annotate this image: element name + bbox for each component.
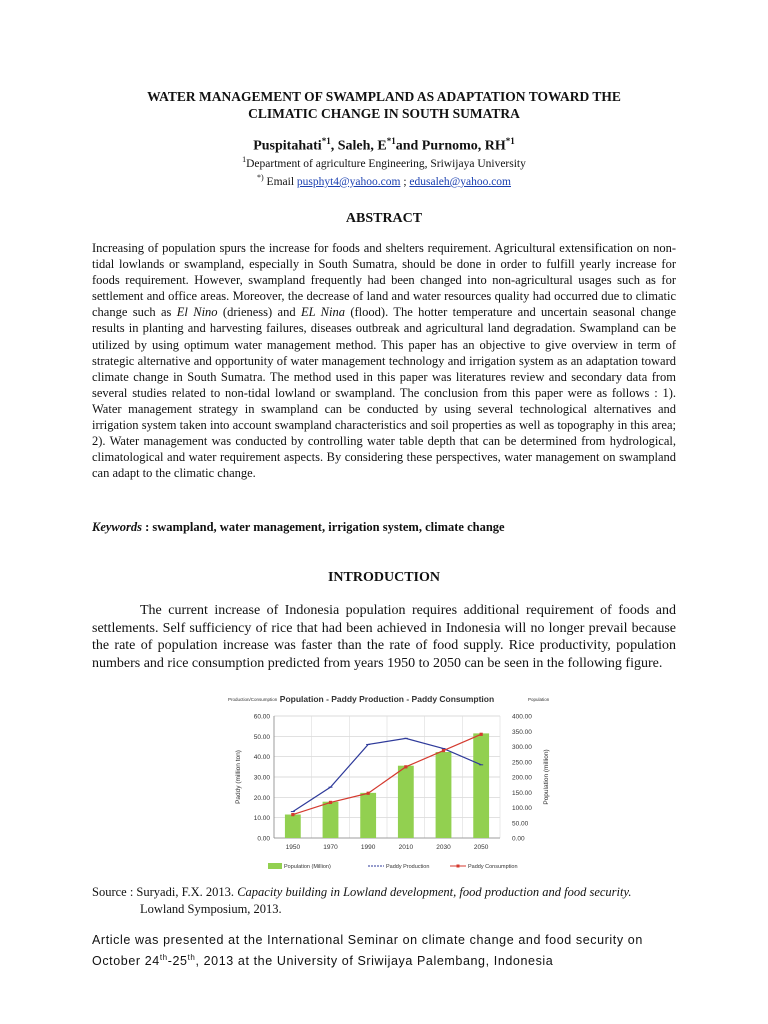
email-link-1[interactable]: pusphyt4@yahoo.com — [296, 175, 401, 188]
x-tick-label: 2010 — [398, 844, 414, 851]
legend-label: Paddy Production — [386, 864, 430, 870]
y-axis-title: Paddy (million ton) — [235, 750, 242, 804]
footer-sup: th — [187, 953, 196, 962]
series-point — [291, 813, 294, 816]
paper-title-line1: WATER MANAGEMENT OF SWAMPLAND AS ADAPTATION TOWARD THE — [147, 89, 621, 104]
chart-bar — [323, 802, 339, 838]
chart-bar — [436, 752, 452, 838]
author-mark: *1 — [321, 136, 331, 146]
y-tick-label: 10.00 — [253, 815, 270, 823]
chart-title: Population - Paddy Production - Paddy Consumption — [279, 694, 495, 704]
author-name: , Saleh, E — [330, 138, 387, 154]
chart-bar — [285, 815, 301, 838]
author-mark: *1 — [505, 136, 515, 146]
y-tick-label: 30.00 — [253, 774, 270, 782]
chart-bar — [398, 766, 414, 838]
figure-source — [92, 884, 676, 918]
footer-text: Article was presented at the International Seminar on climate change and food security on October 24 — [92, 933, 643, 969]
affiliation-block — [0, 153, 768, 189]
y2-tick-label: 50.00 — [512, 820, 529, 828]
series-point — [442, 749, 445, 752]
y2-tick-label: 300.00 — [512, 744, 532, 751]
affiliation: Department of agriculture Engineering, Sriwijaya University — [246, 157, 526, 170]
y-tick-label: 40.00 — [253, 754, 270, 762]
keywords-label: Keywords — [92, 520, 142, 534]
chart-left-corner-label: Production/Consumption — [228, 697, 278, 702]
introduction-heading: INTRODUCTION — [327, 570, 440, 585]
legend-swatch — [268, 863, 282, 869]
abstract-text: Increasing of population spurs the increase for foods and shelters requirement. Agricultural extensification on non-tidal lowlands or swampland, especially in South Sumatra, should be done in order to fulfill yearly increase for foods requirement. However, swampland frequently had been changed into non-agricultural usages such as for settlement and office areas. Moreover, the decrease of land and water resources quality had occurred due to climatic change such as — [92, 241, 676, 320]
x-tick-label: 1950 — [285, 844, 301, 851]
y2-tick-label: 400.00 — [512, 713, 532, 721]
y2-tick-label: 200.00 — [512, 774, 532, 782]
figure-chart — [228, 692, 554, 885]
legend-marker — [457, 865, 460, 868]
population-paddy-chart — [228, 692, 554, 880]
y2-tick-label: 150.00 — [512, 789, 532, 797]
affiliation-mark: 1 — [242, 155, 247, 164]
y2-axis-title: Population (million) — [543, 749, 550, 805]
y2-tick-label: 350.00 — [512, 728, 532, 736]
x-tick-label: 1990 — [360, 844, 376, 851]
email-mark: *) — [257, 172, 264, 182]
footer-sup: th — [159, 953, 168, 962]
y-tick-label: 20.00 — [253, 794, 270, 802]
author-name: Puspitahati — [253, 138, 322, 154]
y-tick-label: 0.00 — [257, 835, 270, 843]
series-point — [480, 733, 483, 736]
keywords-text: : swampland, water management, irrigation system, climate change — [142, 520, 505, 534]
introduction-text: The current increase of Indonesia population requires additional requirement of foods and settlements. Self sufficiency of rice that had been achieved in Indonesia will no longer prevail because the rate of population increase was faster than the rate of food supply. Rice productivity, population numbers and rice consumption predicted from years 1950 to 2050 can be seen in the following figure. — [92, 603, 676, 671]
y-tick-label: 60.00 — [253, 713, 270, 721]
abstract-body — [92, 240, 676, 481]
abstract-text: (flood). The hotter temperature and uncertain seasonal change results in planting and harvesting failures, diseases outbreak and agricultural land degradation. Swampland can be utilized by using optimum water management method. This paper has an objective to give overview in term of strategic alternative and opportunity of water management technology and irrigation system as an adaptation toward climate change in South Sumatra. The method used in this paper was literatures review and secondary data from several studies related to non-tidal lowland or swampland. The conclusion from this paper were as follows : 1). Water management strategy in swampland can be conducted by using several technological alternatives and irrigation system taken into account swampland characteristics and soil properties as well as topography in this area; 2). Water management was conducted by controlling water table depth that can be determined from hydrological, climatological and water requirement aspects. By considering these perspectives, water management on swampland can adapt to the climatic change. — [92, 305, 676, 481]
footer-note — [92, 932, 692, 970]
email-label: Email — [263, 175, 297, 188]
footer-text: , 2013 at the University of Sriwijaya Palembang, Indonesia — [195, 954, 554, 969]
author-list — [0, 136, 768, 155]
series-point — [404, 765, 407, 768]
abstract-term: El Nino — [176, 305, 218, 320]
author-mark: *1 — [386, 136, 396, 146]
source-label: Source : Suryadi, F.X. 2013. — [92, 885, 238, 899]
chart-right-corner-label: Population — [528, 697, 550, 702]
email-separator: ; — [400, 175, 410, 188]
chart-bar — [360, 793, 376, 838]
chart-bar — [473, 733, 489, 838]
email-link-2[interactable]: edusaleh@yahoo.com — [409, 175, 511, 188]
series-point — [329, 801, 332, 804]
paper-title — [90, 88, 678, 122]
introduction-body — [92, 602, 676, 672]
keywords — [92, 520, 676, 535]
y2-tick-label: 100.00 — [512, 805, 532, 812]
source-title: Capacity building in Lowland development, food production and food security. — [237, 885, 632, 899]
paper-title-line2: CLIMATIC CHANGE IN SOUTH SUMATRA — [248, 106, 520, 121]
author-name: and Purnomo, RH — [395, 138, 506, 154]
x-tick-label: 2030 — [436, 844, 451, 851]
abstract-text: (drieness) and — [217, 305, 301, 320]
y2-tick-label: 250.00 — [512, 759, 532, 767]
legend-label: Population (Million) — [284, 864, 331, 870]
y2-tick-label: 0.00 — [512, 835, 525, 843]
abstract-term: EL Nina — [300, 305, 345, 320]
footer-text: -25 — [167, 954, 188, 969]
y-tick-label: 50.00 — [253, 733, 270, 741]
abstract-heading: ABSTRACT — [345, 211, 423, 226]
x-tick-label: 2050 — [473, 844, 489, 851]
source-continuation: Lowland Symposium, 2013. — [140, 902, 282, 916]
series-point — [367, 792, 370, 795]
x-tick-label: 1970 — [323, 844, 338, 851]
legend-label: Paddy Consumption — [468, 864, 518, 870]
